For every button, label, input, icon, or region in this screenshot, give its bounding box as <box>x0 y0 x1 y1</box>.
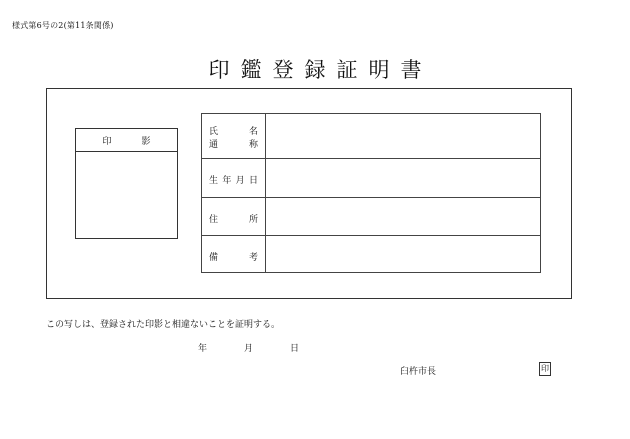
remarks-label <box>202 236 266 273</box>
birth-char-4: 日 <box>248 176 258 186</box>
remarks-row <box>202 235 540 273</box>
name-label <box>202 114 266 158</box>
certification-statement: この写しは、登録された印影と相違ないことを証明する。 <box>46 320 281 330</box>
issuer-title: 臼杵市長 <box>400 367 437 377</box>
address-row <box>202 197 540 235</box>
remarks-char-2: 考 <box>248 253 258 263</box>
document-title: 印鑑登録証明書 <box>208 58 433 82</box>
address-label <box>202 198 266 235</box>
birth-char-3: 月 <box>235 176 245 186</box>
alias-label-char-1: 通 <box>209 140 219 150</box>
name-label-char-1: 氏 <box>209 127 219 137</box>
name-row <box>202 114 540 158</box>
official-seal-mark: 印 <box>539 362 551 376</box>
name-label-char-2: 名 <box>248 127 258 137</box>
birthdate-label <box>202 159 266 197</box>
date-day: 日 <box>290 344 300 354</box>
remarks-char-1: 備 <box>209 253 219 263</box>
seal-label-right: 影 <box>141 136 151 147</box>
registrant-info-table <box>201 113 541 273</box>
seal-label-left: 印 <box>102 136 112 147</box>
address-char-2: 所 <box>248 215 258 225</box>
seal-impression-header <box>76 129 177 152</box>
address-char-1: 住 <box>209 215 219 225</box>
birth-char-2: 年 <box>222 176 232 186</box>
birth-char-1: 生 <box>209 176 219 186</box>
seal-impression-box <box>75 128 178 239</box>
alias-label-char-2: 称 <box>248 140 258 150</box>
form-number: 様式第6号の2(第11条関係) <box>12 21 114 30</box>
date-year: 年 <box>198 344 208 354</box>
birthdate-row <box>202 158 540 197</box>
date-month: 月 <box>244 344 254 354</box>
